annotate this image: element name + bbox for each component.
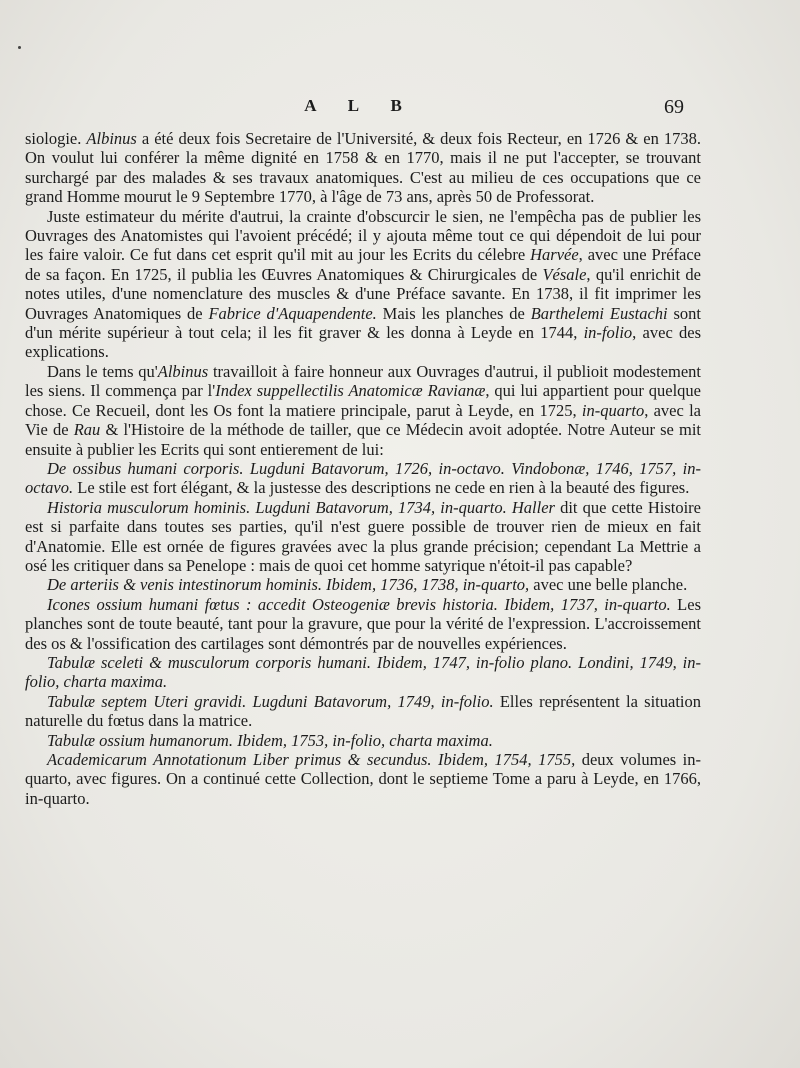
- work-note: Elles représentent la situation naturelle du fœtus dans la matrice.: [25, 691, 701, 731]
- work-entry: [25, 692, 701, 731]
- text-run: , avec une Préface de sa façon. En 1725, il publia les Œuvres Anatomiques & Chirurgicales de: [25, 245, 701, 284]
- page-header: [0, 96, 800, 122]
- work-note: dit que cette Histoire est si parfaite dans toutes ses parties, qu'il n'est guere possible de trouver rien de mieux en fait d'Anatomie. Elle est ornée de figures gravées avec la plus grande précision; cependant La Mettrie a osé les critiquer dans sa Penelope : mais de quoi cet homme satyrique n'étoit-il pas capable?: [25, 497, 701, 575]
- text-run: travailloit à faire honneur aux Ouvrages d'autrui, il publioit modestement les siens. Il commença par l': [25, 361, 701, 401]
- italic-name: Index suppellectilis Anatomicæ Ravianæ: [215, 381, 486, 401]
- italic-name: Harvée: [530, 245, 579, 265]
- work-entry: [25, 459, 701, 498]
- work-details: , 1753, in-folio, charta maxima.: [282, 730, 493, 750]
- work-details: , 1736, 1738, in-quarto,: [371, 575, 530, 595]
- body-text: [25, 129, 701, 808]
- work-title: Tabulæ septem Uteri gravidi. Lugduni Batavorum: [47, 691, 388, 711]
- work-details: , 1747, in-folio plano. Londini, 1749, in-folio, charta maxima.: [25, 652, 701, 692]
- italic-name: in-folio: [583, 323, 633, 343]
- text-run: siologie.: [25, 129, 87, 148]
- italic-name: Albinus: [86, 129, 137, 148]
- work-entry: [25, 498, 701, 576]
- running-head: A L B: [304, 96, 416, 115]
- work-note: avec une belle planche.: [529, 575, 688, 595]
- paragraph-3: [25, 362, 701, 459]
- italic-name: Rau: [73, 420, 101, 440]
- text-run: a été deux fois Secretaire de l'Université, & deux fois Recteur, en 1726 & en 1738. On voulut lui conférer la même dignité en 1758 & en 1770, mais il ne put l'accepter, se trouvant surchargé par des malades & ses travaux anatomiques. C'est au milieu de ces occupations que ce grand Homme mourut le 9 Septembre 1770, à l'âge de 73 ans, après 50 de Professorat.: [25, 129, 702, 207]
- text-run: , avec des explications.: [25, 323, 702, 362]
- work-note: Les planches sont de toute beauté, tant pour la gravure, que pour la vérité de l'expression. L'accroissement des os & l'ossification des cartilages sont démontrés par de nouvelles expériences.: [25, 594, 702, 653]
- text-run: , qu'il enrichit de notes utiles, d'une nomenclature des muscles & d'une Préface savante. En 1738, il fit imprimer les Ouvrages Anatomiques de: [25, 264, 702, 323]
- work-entry: [25, 653, 701, 692]
- work-entry: [25, 595, 701, 653]
- italic-name: Fabrice d'Aquapendente.: [208, 303, 377, 323]
- work-title: Tabulæ sceleti & musculorum corporis humani. Ibidem: [47, 652, 423, 672]
- text-run: Juste estimateur du mérite d'autrui, la crainte d'obscurcir le sien, ne l'empêcha pas de publier les Ouvrages des Anatomistes qui l'avoient précédé; il y ajouta même tout ce qui dépendoit de lui pour les faire valoir. Ce fut dans cet esprit qu'il mit au jour les Ecrits du célebre: [25, 206, 701, 265]
- work-entry: [25, 575, 701, 594]
- italic-name: Albinus: [157, 361, 209, 381]
- work-title: Academicarum Annotationum Liber primus & secundus. Ibidem: [47, 750, 484, 769]
- work-entry: [25, 750, 701, 808]
- text-run: , avec la Vie de: [25, 400, 701, 440]
- work-details: , 1726, in-octavo. Vindobonæ, 1746, 1757, in-octavo.: [25, 458, 701, 498]
- work-note: deux volumes in-quarto, avec figures. On a continué cette Collection, dont le septieme Tome a paru à Leyde, en 1766, in-quarto.: [25, 750, 702, 808]
- paragraph-2: [25, 207, 701, 362]
- work-details: , 1754, 1755,: [483, 750, 576, 769]
- work-details: , 1737, in-quarto.: [550, 594, 671, 614]
- work-note: Le stile est fort élégant, & la justesse des descriptions ne cede en rien à la beauté des figures.: [73, 478, 690, 498]
- text-run: sont d'un mérite supérieur à tout cela; il les fit graver & les donna à Leyde en 1744,: [25, 303, 701, 343]
- italic-name: Vésale: [542, 264, 587, 284]
- work-title: Icones ossium humani fœtus : accedit Osteogeniæ brevis historia. Ibidem: [47, 594, 551, 614]
- work-details: , 1734, in-quarto. Haller: [388, 497, 555, 517]
- work-entry: [25, 731, 701, 750]
- text-run: Mais les planches de: [376, 303, 531, 323]
- work-details: , 1749, in-folio.: [387, 691, 494, 711]
- text-run: Dans le tems qu': [47, 361, 158, 381]
- italic-name: in-quarto: [581, 400, 645, 420]
- work-title: De ossibus humani corporis. Lugduni Batavorum: [47, 458, 385, 478]
- work-title: De arteriis & venis intestinorum hominis. Ibidem: [47, 575, 372, 595]
- work-title: Tabulæ ossium humanorum. Ibidem: [47, 730, 283, 750]
- page-number: 69: [664, 96, 684, 118]
- italic-name: Barthelemi Eustachi: [530, 303, 668, 323]
- work-title: Historia musculorum hominis. Lugduni Batavorum: [47, 497, 389, 517]
- text-run: , qui lui appartient pour quelque chose. Ce Recueil, dont les Os font la matiere principale, parut à Leyde, en 1725,: [25, 381, 701, 420]
- paragraph-1: [25, 129, 701, 207]
- text-run: & l'Histoire de la méthode de tailler, que ce Médecin avoit adoptée. Notre Auteur se mit ensuite à publier les Ecrits qui sont entierement de lui:: [25, 420, 702, 459]
- speck-mark: [18, 46, 21, 49]
